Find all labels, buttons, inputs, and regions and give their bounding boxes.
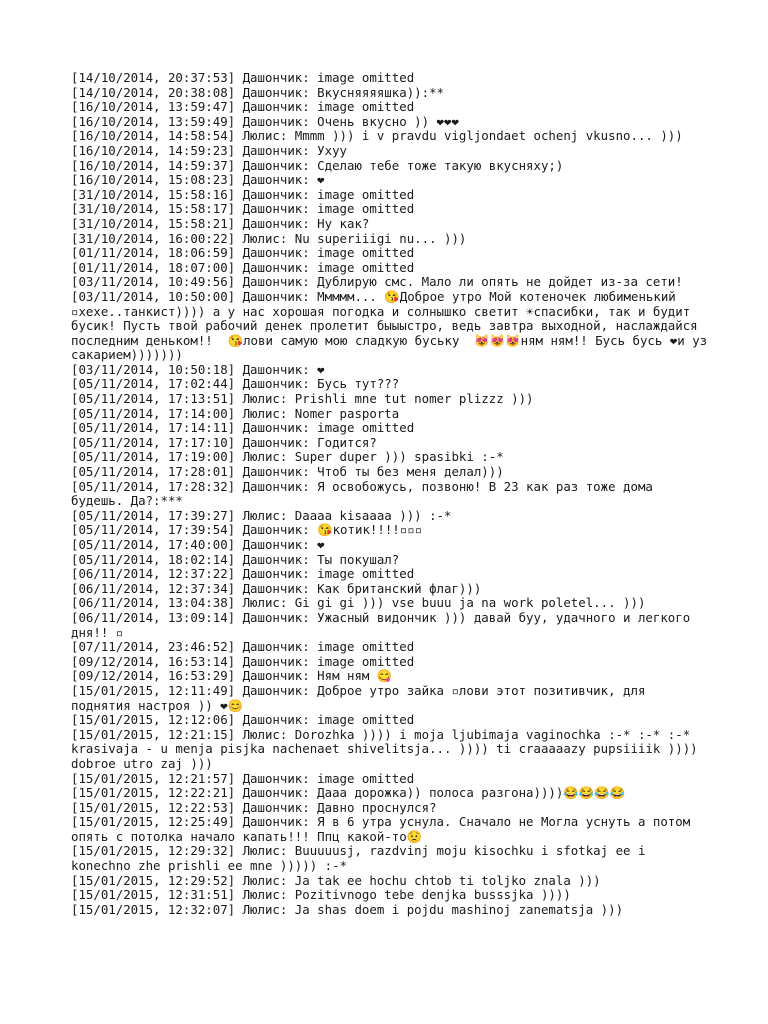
chat-message-line: [15/01/2015, 12:11:49] Дашончик: Доброе утро зайка ▫лови этот позитивчик, для поднятия настроя )) ❤😊 (71, 682, 653, 713)
chat-message-line: [15/01/2015, 12:21:15] Люлис: Dorozhka )))) i moja ljubimaja vaginochka :-* :-* :-* krasivaja - u menja pisjka nachenaet shivelitsja... )))) ti craaaaazy pupsiiiik )))) dobroe utro zaj ))) (71, 726, 706, 771)
chat-message-line: [06/11/2014, 13:09:14] Дашончик: Ужасный видончик ))) давай буу, удачного и легкого дня!! ▫ (71, 609, 698, 640)
chat-message-line: [15/01/2015, 12:32:07] Люлис: Ja shas doem i pojdu mashinoj zanematsja ))) (71, 901, 624, 917)
chat-message-line: [15/01/2015, 12:12:06] Дашончик: image omitted (71, 712, 415, 728)
chat-message-line: [06/11/2014, 12:37:34] Дашончик: Как британский флаг))) (71, 580, 482, 596)
chat-message-line: [06/11/2014, 13:04:38] Люлис: Gi gi gi ))) vse buuu ja na work poletel... ))) (71, 595, 646, 611)
chat-message-line: [05/11/2014, 17:17:10] Дашончик: Годится? (71, 434, 377, 450)
chat-message-line: [05/11/2014, 17:28:01] Дашончик: Чтоб ты без меня делал))) (71, 464, 504, 480)
chat-message-line: [15/01/2015, 12:29:32] Люлис: Buuuuusj, razdvinj moju kisochku i sfotkaj ee i konechno zhe prishli ee mne ))))) :-* (71, 843, 653, 874)
chat-message-line: [15/01/2015, 12:29:52] Люлис: Ja tak ee hochu chtob ti toljko znala ))) (71, 872, 601, 888)
chat-message-line: [03/11/2014, 10:50:18] Дашончик: ❤ (71, 361, 325, 377)
chat-message-line: [15/01/2015, 12:31:51] Люлис: Pozitivnogo tebe denjka busssjka )))) (71, 887, 571, 903)
chat-message-line: [16/10/2014, 14:59:37] Дашончик: Сделаю тебе тоже такую вкусняху;) (71, 157, 564, 173)
chat-message-line: [05/11/2014, 17:40:00] Дашончик: ❤ (71, 537, 325, 552)
chat-message-line: [05/11/2014, 18:02:14] Дашончик: Ты покушал? (71, 551, 400, 567)
chat-message-line: [05/11/2014, 17:19:00] Люлис: Super duper ))) spasibki :-* (71, 449, 504, 465)
chat-message-line: [03/11/2014, 10:50:00] Дашончик: Ммммм... 😘Доброе утро Мой котеночек любименький ▫хехе..танкист)))) а у нас хорошая погодка и солнышко светит ☀спасибки, так и будит бусик! Пусть твой рабочий денек пролетит быыыстро, ведь завтра выходной, наслаждайся последним деньком!! 😘лови самую мою сладкую буську 😻😻😻ням ням!! Бусь бусь ❤и уз сакарием))))))) (71, 288, 715, 363)
chat-message-line: [16/10/2014, 13:59:47] Дашончик: image omitted (71, 99, 415, 115)
chat-message-line: [03/11/2014, 10:49:56] Дашончик: Дублирую смс. Мало ли опять не дойдет из-за сети! (71, 274, 683, 290)
chat-message-line: [09/12/2014, 16:53:29] Дашончик: Ням ням 😋 (71, 668, 393, 684)
chat-message-line: [15/01/2015, 12:25:49] Дашончик: Я в 6 утра уснула. Сначало не Могла уснуть а потом опять с потолка начало капать!!! Ппц какой-то😟 (71, 814, 698, 844)
chat-message-line: [09/12/2014, 16:53:14] Дашончик: image omitted (71, 653, 415, 669)
chat-message-line: [31/10/2014, 15:58:21] Дашончик: Ну как? (71, 215, 370, 231)
chat-message-line: [05/11/2014, 17:14:11] Дашончик: image omitted (71, 420, 415, 436)
chat-message-line: [05/11/2014, 17:02:44] Дашончик: Бусь тут??? (71, 376, 400, 392)
chat-message-line: [14/10/2014, 20:37:53] Дашончик: image omitted (71, 70, 415, 85)
chat-message-line: [16/10/2014, 13:59:49] Дашончик: Очень вкусно )) ❤❤❤ (71, 113, 459, 129)
chat-message-line: [14/10/2014, 20:38:08] Дашончик: Вкусняяяяшка)):** (71, 84, 444, 100)
chat-message-line: [01/11/2014, 18:07:00] Дашончик: image omitted (71, 259, 415, 275)
chat-message-line: [31/10/2014, 16:00:22] Люлис: Nu superiiigi nu... ))) (71, 230, 467, 246)
chat-message-line: [16/10/2014, 15:08:23] Дашончик: ❤ (71, 172, 325, 188)
chat-message-line: [07/11/2014, 23:46:52] Дашончик: image omitted (71, 639, 415, 655)
chat-message-line: [05/11/2014, 17:28:32] Дашончик: Я освобожусь, позвоню! В 23 как раз тоже дома будешь. Да?:*** (71, 478, 661, 509)
chat-message-line: [05/11/2014, 17:13:51] Люлис: Prishli mne tut nomer plizzz ))) (71, 391, 534, 407)
chat-message-line: [15/01/2015, 12:22:53] Дашончик: Давно проснулся? (71, 799, 437, 815)
chat-log (71, 70, 715, 917)
chat-message-line: [16/10/2014, 14:58:54] Люлис: Mmmm ))) i v pravdu vigljondaet ochenj vkusno... ))) (71, 128, 683, 144)
chat-message-line: [15/01/2015, 12:22:21] Дашончик: Дааа дорожка)) полоса разгона))))😂😂😂😂 (71, 785, 626, 801)
chat-message-line: [05/11/2014, 17:14:00] Люлис: Nomer pasporta (71, 405, 400, 421)
chat-message-line: [31/10/2014, 15:58:17] Дашончик: image omitted (71, 201, 415, 217)
chat-message-line: [01/11/2014, 18:06:59] Дашончик: image omitted (71, 245, 415, 261)
chat-message-line: [05/11/2014, 17:39:27] Люлис: Daaaa kisaaaa ))) :-* (71, 507, 452, 523)
chat-message-line: [31/10/2014, 15:58:16] Дашончик: image omitted (71, 186, 415, 202)
chat-message-line: [06/11/2014, 12:37:22] Дашончик: image omitted (71, 566, 415, 582)
chat-message-line: [05/11/2014, 17:39:54] Дашончик: 😘котик!!!!▫▫▫ (71, 522, 423, 538)
chat-message-line: [16/10/2014, 14:59:23] Дашончик: Ухуу (71, 142, 348, 158)
chat-message-line: [15/01/2015, 12:21:57] Дашончик: image omitted (71, 770, 415, 786)
